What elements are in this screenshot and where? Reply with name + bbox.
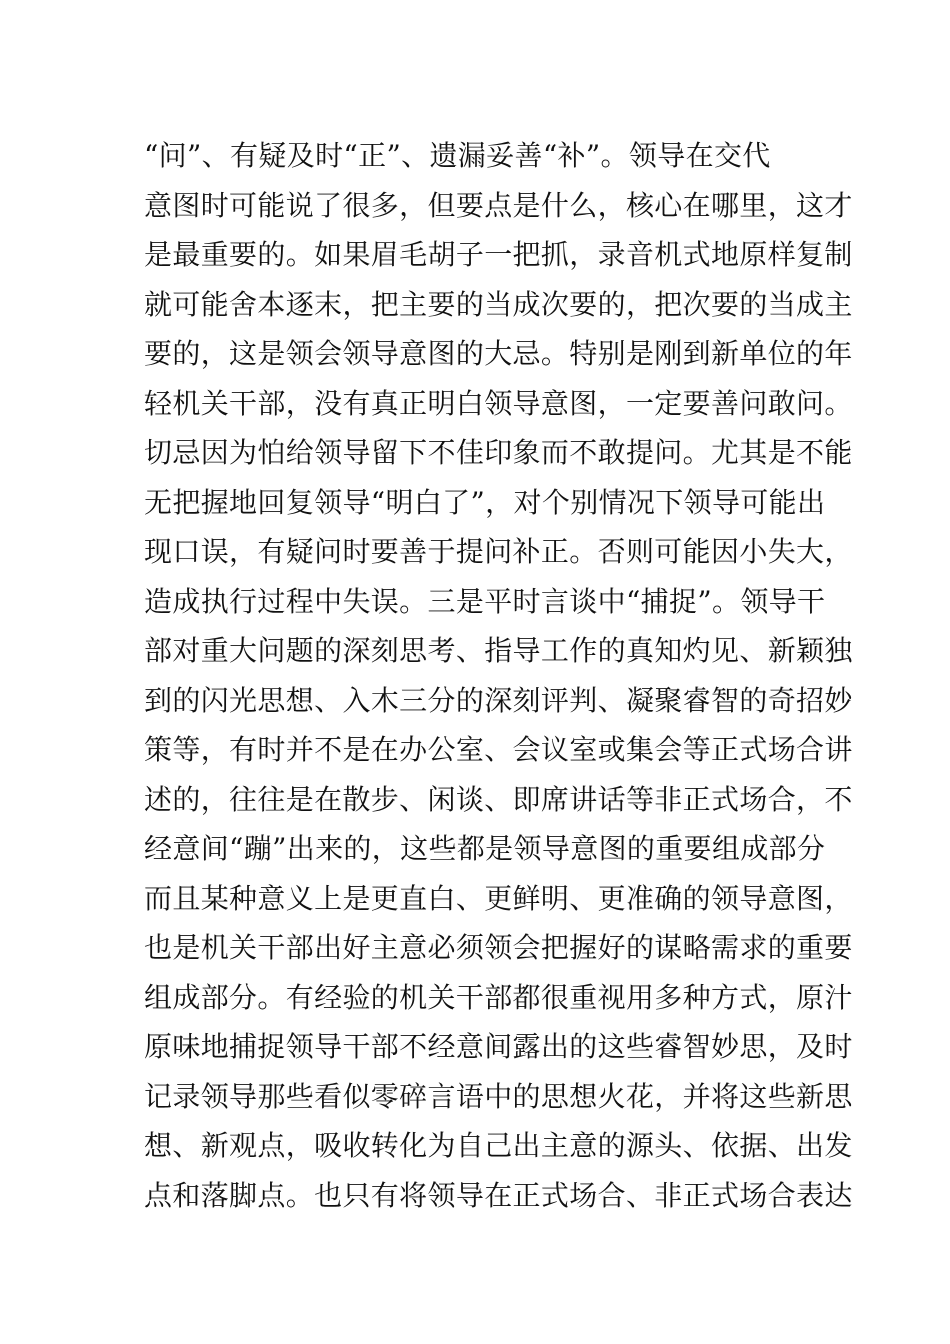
- text-line: 述的，往往是在散步、闲谈、即席讲话等非正式场合，不: [144, 782, 853, 816]
- text-line: 组成部分。有经验的机关干部都很重视用多种方式，原汁: [144, 980, 853, 1014]
- text-line: 造成执行过程中失误。三是平时言谈中“捕捉”。领导干: [144, 584, 826, 618]
- text-line: 想、新观点，吸收转化为自己出主意的源头、依据、出发: [144, 1129, 853, 1162]
- text-line: 切忌因为怕给领导留下不佳印象而不敢提问。尤其是不能: [144, 436, 853, 469]
- text-line: 是最重要的。如果眉毛胡子一把抓，录音机式地原样复制: [144, 238, 853, 271]
- body-paragraph: [144, 131, 853, 1220]
- text-line: 意图时可能说了很多，但要点是什么，核心在哪里，这才: [144, 188, 853, 222]
- text-line: 而且某种意义上是更直白、更鲜明、更准确的领导意图，: [144, 881, 853, 915]
- text-line: 现口误，有疑问时要善于提问补正。否则可能因小失大，: [144, 535, 853, 568]
- text-line: 记录领导那些看似零碎言语中的思想火花，并将这些新思: [144, 1079, 853, 1113]
- text-line: 就可能舍本逐末，把主要的当成次要的，把次要的当成主: [144, 287, 853, 321]
- text-line: “问”、有疑及时“正”、遗漏妥善“补”。领导在交代: [144, 139, 771, 172]
- text-line: 经意间“蹦”出来的，这些都是领导意图的重要组成部分: [144, 832, 826, 865]
- text-line: 原味地捕捉领导干部不经意间露出的这些睿智妙思，及时: [144, 1030, 853, 1063]
- text-line: 无把握地回复领导“明白了”，对个别情况下领导可能出: [144, 485, 826, 519]
- text-line: 也是机关干部出好主意必须领会把握好的谋略需求的重要: [144, 931, 853, 964]
- text-line: 点和落脚点。也只有将领导在正式场合、非正式场合表达: [144, 1178, 853, 1212]
- text-line: 部对重大问题的深刻思考、指导工作的真知灼见、新颖独: [144, 634, 853, 667]
- text-line: 轻机关干部，没有真正明白领导意图，一定要善问敢问。: [144, 386, 853, 420]
- text-line: 要的，这是领会领导意图的大忌。特别是刚到新单位的年: [144, 337, 853, 370]
- text-line: 到的闪光思想、入木三分的深刻评判、凝聚睿智的奇招妙: [144, 683, 853, 717]
- text-line: 策等，有时并不是在办公室、会议室或集会等正式场合讲: [144, 733, 853, 766]
